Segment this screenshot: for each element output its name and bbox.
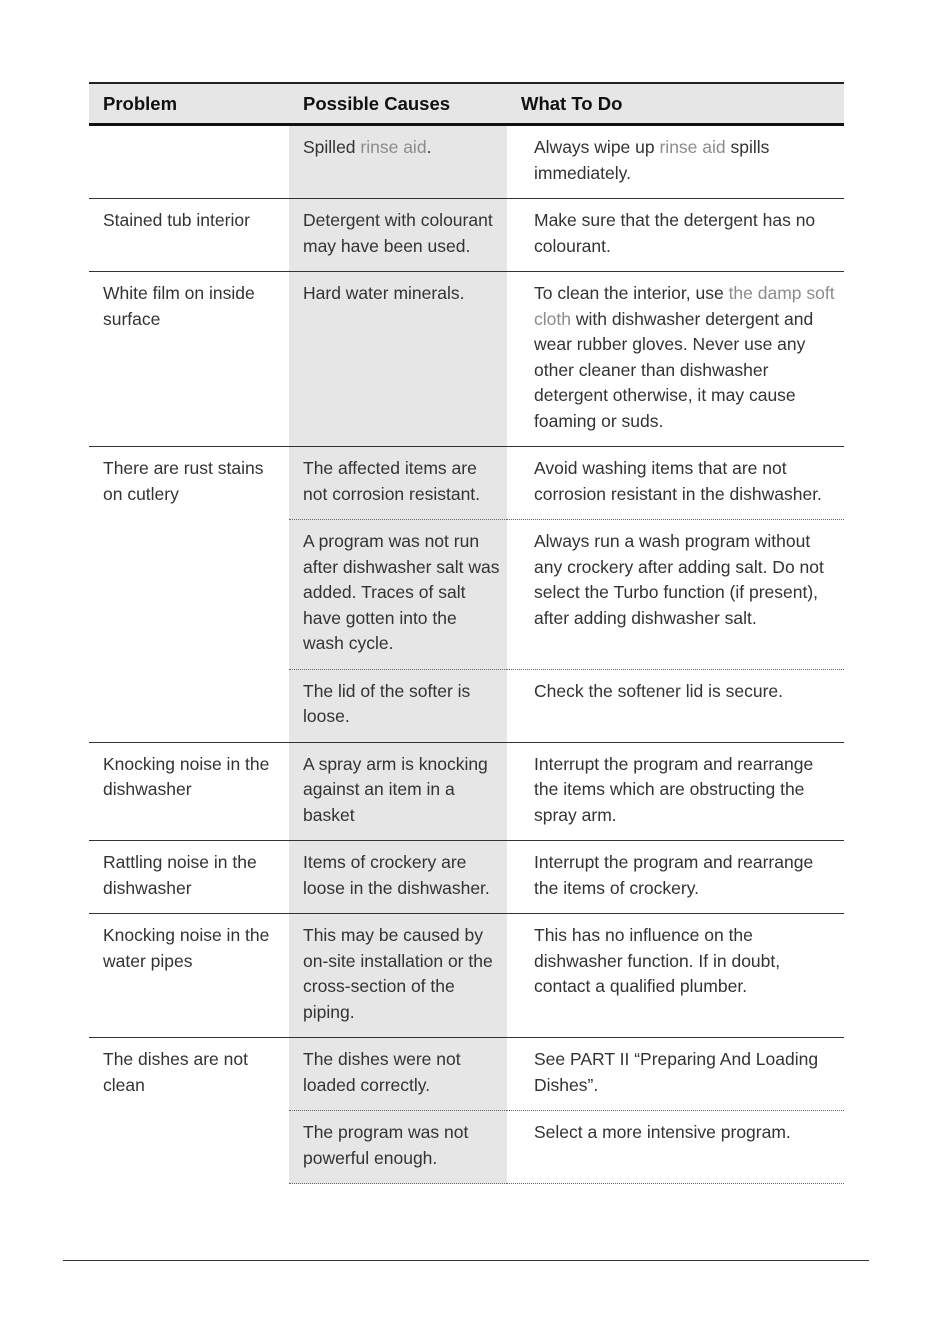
todo-cell [507,272,844,447]
table-row [89,125,844,199]
todo-cell: Make sure that the detergent has no colourant. [507,199,844,272]
todo-text: Always wipe up [534,137,660,157]
header-possible-causes: Possible Causes [289,83,507,125]
cause-text: . [426,137,432,157]
todo-cell [507,125,844,199]
header-what-to-do: What To Do [507,83,844,125]
table-row [89,1038,844,1111]
todo-cell: See PART II “Preparing And Loading Dishes”. [507,1038,844,1111]
todo-cell: Check the softener lid is secure. [507,669,844,742]
todo-text: spills immediately. [534,137,770,183]
todo-cell: Select a more intensive program. [507,1111,844,1184]
header-problem: Problem [89,83,289,125]
cause-cell: This may be caused by on-site installation or the cross-section of the piping. [289,914,507,1038]
highlight-text: rinse aid [360,137,427,157]
problem-cell: Knocking noise in the water pipes [89,914,289,1038]
cause-cell: Detergent with colourant may have been used. [289,199,507,272]
todo-cell: This has no influence on the dishwasher function. If in doubt, contact a qualified plumber. [507,914,844,1038]
troubleshooting-table [89,82,844,1184]
problem-cell: Rattling noise in the dishwasher [89,841,289,914]
table-header-row [89,83,844,125]
todo-text: To clean the interior, use [534,283,729,303]
cause-cell: Items of crockery are loose in the dishwasher. [289,841,507,914]
cause-cell: A spray arm is knocking against an item in a basket [289,742,507,841]
todo-cell: Avoid washing items that are not corrosion resistant in the dishwasher. [507,447,844,520]
cause-cell: Hard water minerals. [289,272,507,447]
cause-cell: The dishes were not loaded correctly. [289,1038,507,1111]
problem-cell [89,125,289,199]
footer-divider [63,1260,869,1261]
cause-text: Spilled [303,137,361,157]
cause-cell: The program was not powerful enough. [289,1111,507,1184]
cause-cell: A program was not run after dishwasher salt was added. Traces of salt have gotten into the wash cycle. [289,520,507,670]
table-row [89,272,844,447]
cause-cell [289,125,507,199]
problem-cell: There are rust stains on cutlery [89,447,289,743]
problem-cell: The dishes are not clean [103,1049,248,1095]
table-row [89,914,844,1038]
problem-cell: Stained tub interior [89,199,289,272]
highlight-text: rinse aid [659,137,726,157]
table-row [89,742,844,841]
todo-cell: Interrupt the program and rearrange the items which are obstructing the spray arm. [507,742,844,841]
cause-cell: The affected items are not corrosion resistant. [289,447,507,520]
table-row [89,841,844,914]
problem-cell: Knocking noise in the dishwasher [89,742,289,841]
cause-cell: The lid of the softer is loose. [289,669,507,742]
todo-cell: Always run a wash program without any crockery after adding salt. Do not select the Turbo function (if present), after adding dishwasher salt. [507,520,844,670]
table-row [89,447,844,520]
problem-cell: White film on inside surface [89,272,289,447]
todo-cell: Interrupt the program and rearrange the items of crockery. [507,841,844,914]
todo-text: with dishwasher detergent and wear rubber gloves. Never use any other cleaner than dishwasher detergent otherwise, it may cause foaming or suds. [534,308,814,431]
table-row [89,199,844,272]
highlight-text: the damp soft cloth [534,283,835,329]
